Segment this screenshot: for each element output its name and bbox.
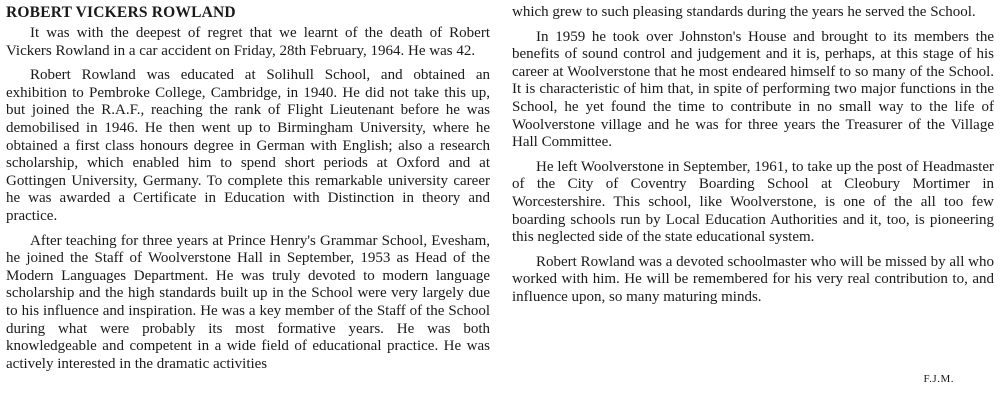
paragraph-johnstons-house: In 1959 he took over Johnston's House and brought to its members the benefits of sound control and judgement and it is, perhaps, at this stage of his career at Woolverstone that he most endeared himself to so many of the School. It is characteristic of him that, in spite of performing two major functions in the School, he yet found the time to contribute in no small way to the life of Woolverstone village and he was for three years the Treasurer of the Village Hall Committee. xyxy=(512,28,994,151)
author-signature: F.J.M. xyxy=(923,373,954,385)
paragraph-continuation: which grew to such pleasing standards during the years he served the School. xyxy=(512,4,976,20)
paragraph-death-notice: It was with the deepest of regret that we learnt of the death of Robert Vickers Rowland in a car accident on Friday, 28th February, 1964. He was 42. xyxy=(6,25,490,59)
paragraph-tribute: Robert Rowland was a devoted schoolmaster who will be missed by all who worked with him. He will be remembered for his very real contribution to, and influence upon, so many maturing minds. xyxy=(512,253,994,305)
paragraph-education: Robert Rowland was educated at Solihull School, and obtained an exhibition to Pembroke College, Cambridge, in 1940. He did not take this up, but joined the R.A.F., reaching the rank of Flight Lieutenant before he was demobilised in 1946. He then went up to Birmingham University, where he obtained a first class honours degree in German with English; also a research scholarship, which enabled him to spend short periods at Oxford and at Gottingen University, Germany. To complete this remarkable university career he was awarded a Certificate in Education with Distinction in theory and practice. xyxy=(6,67,490,224)
right-column xyxy=(512,4,994,314)
paragraph-headmaster: He left Woolverstone in September, 1961, to take up the post of Headmaster of the City of Coventry Boarding School at Cleobury Mortimer in Worcestershire. This school, like Woolverstone, is one of the all too few boarding schools run by Local Education Authorities and it, too, is pioneering this neglected side of the state educational system. xyxy=(512,158,994,246)
paragraph-teaching-career: After teaching for three years at Prince Henry's Grammar School, Evesham, he joined the Staff of Woolverstone Hall in September, 1953 as Head of the Modern Languages Department. He was truly devoted to modern language scholarship and the high standards built up in the School were very largely due to his influence and inspiration. He was a key member of the Staff of the School during what were probably its most formative years. He was both knowledgeable and competent in a wide field of educational practice. He was actively interested in the dramatic activities xyxy=(6,232,490,372)
left-column xyxy=(6,4,490,380)
article-title: ROBERT VICKERS ROWLAND xyxy=(6,4,236,21)
